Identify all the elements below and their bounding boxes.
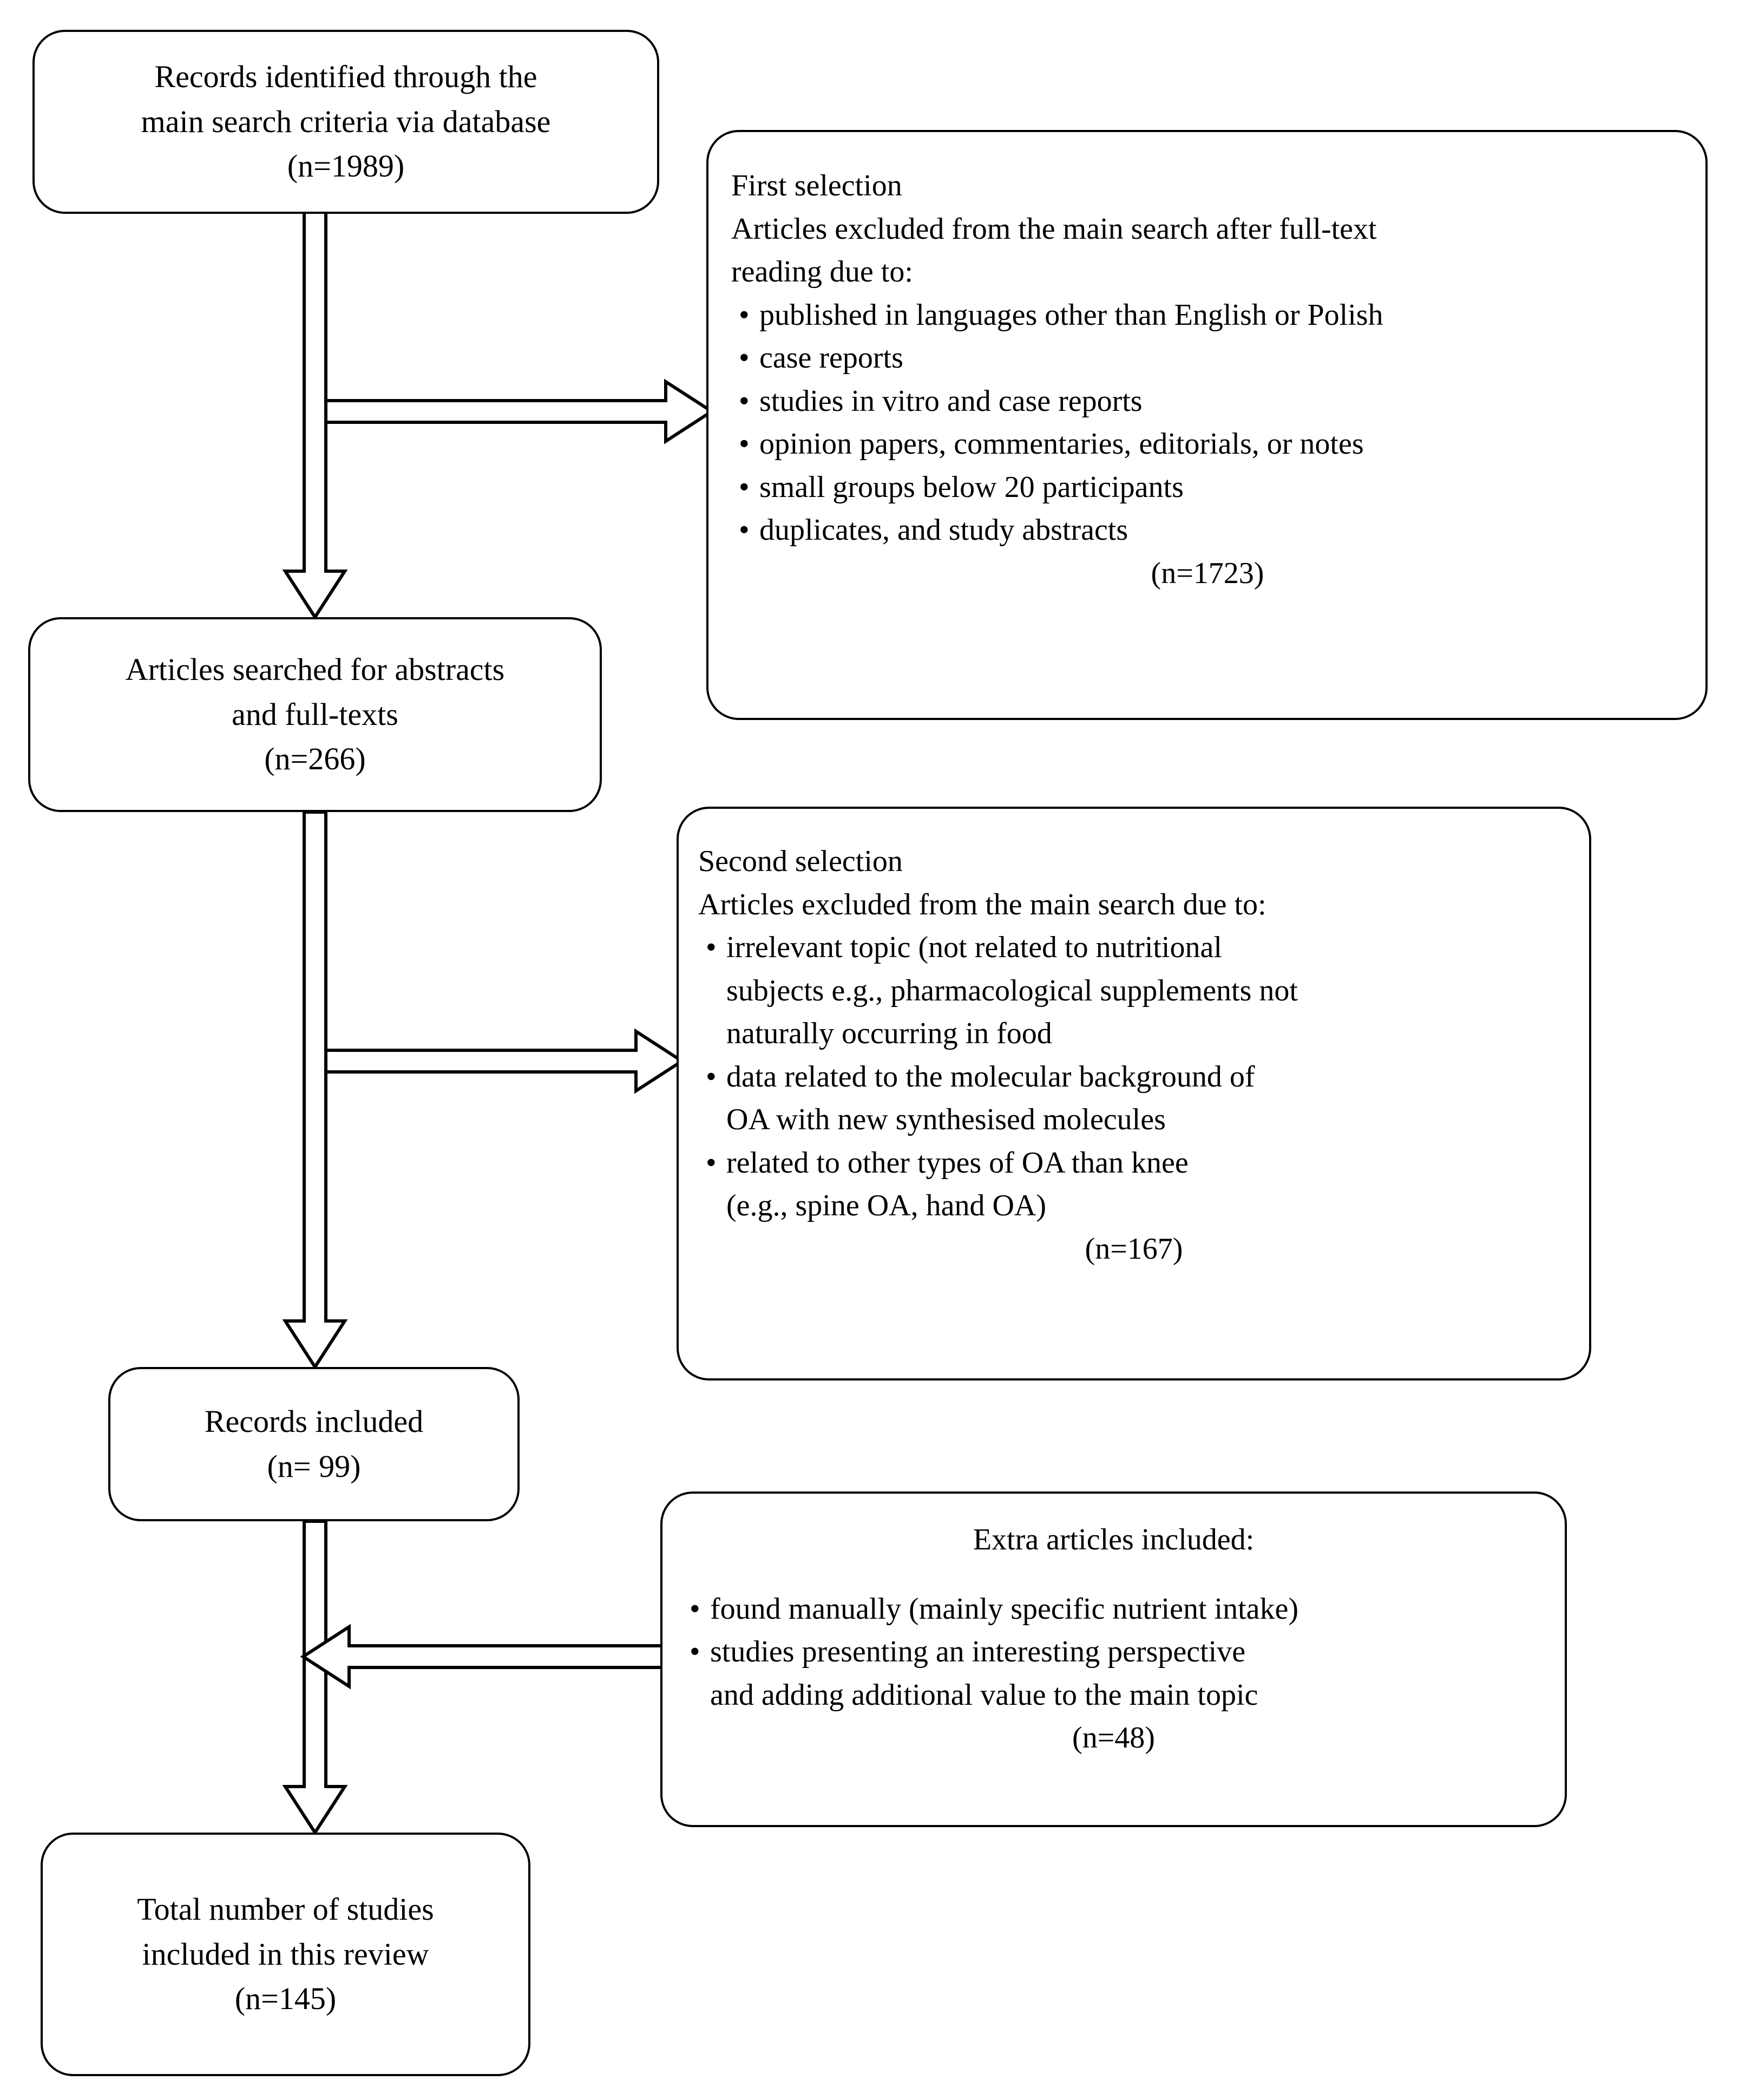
extra-articles-bullet-list (682, 1588, 1545, 1717)
extra-articles-count: (n=48) (1072, 1721, 1155, 1755)
arrow-searched-to-included (285, 812, 345, 1367)
records-identified-count: (n=1989) (287, 148, 405, 184)
total-studies-line-1: Total number of studies (137, 1892, 434, 1927)
node-first-selection (706, 130, 1708, 720)
first-selection-bullet-list (731, 294, 1684, 552)
records-included-count: (n= 99) (267, 1448, 361, 1484)
arrow-included-to-total (285, 1521, 345, 1833)
first-selection-intro-line-2: reading due to: (731, 255, 913, 289)
second-selection-heading: Second selection (698, 845, 903, 878)
list-item: • published in languages other than English or Polish (731, 294, 1684, 337)
extra-articles-heading: Extra articles included: (973, 1523, 1255, 1556)
node-total-studies (41, 1833, 530, 2076)
total-studies-line-2: included in this review (142, 1936, 429, 1972)
node-second-selection (677, 807, 1591, 1381)
articles-searched-line-1: Articles searched for abstracts (125, 652, 505, 688)
list-item: • case reports (731, 337, 1684, 380)
arrow-identified-to-searched (285, 211, 345, 617)
node-records-identified (32, 30, 659, 214)
list-item: • duplicates, and study abstracts (731, 509, 1684, 552)
second-selection-bullet-list (698, 926, 1570, 1228)
records-identified-line-1: Records identified through the (154, 59, 537, 95)
second-selection-intro-line-1: Articles excluded from the main search due to: (698, 887, 1266, 921)
first-selection-intro-line-1: Articles excluded from the main search after full-text (731, 212, 1377, 246)
records-identified-line-2: main search criteria via database (141, 103, 551, 139)
list-item: • small groups below 20 participants (731, 466, 1684, 509)
list-item: • data related to the molecular background of OA with new synthesised molecules (698, 1056, 1570, 1142)
total-studies-count: (n=145) (234, 1981, 337, 2017)
first-selection-heading: First selection (731, 169, 902, 202)
list-item: • studies in vitro and case reports (731, 380, 1684, 423)
second-selection-count: (n=167) (1085, 1232, 1183, 1266)
records-included-label: Records included (204, 1404, 424, 1440)
list-item: • studies presenting an interesting perspective and adding additional value to the main topic (682, 1631, 1545, 1717)
arrow-extra-articles-to-spine (303, 1627, 665, 1686)
arrow-spine-to-second-selection (326, 1031, 682, 1091)
articles-searched-line-2: and full-texts (232, 696, 398, 732)
node-articles-searched (28, 617, 602, 812)
node-extra-articles (660, 1491, 1567, 1827)
list-item: • opinion papers, commentaries, editorials, or notes (731, 423, 1684, 466)
arrow-spine-to-first-selection (326, 382, 712, 441)
list-item: • irrelevant topic (not related to nutritional subjects e.g., pharmacological supplements not naturally occurring in food (698, 926, 1570, 1056)
articles-searched-count: (n=266) (264, 741, 366, 777)
first-selection-count: (n=1723) (1151, 556, 1264, 590)
node-records-included (108, 1367, 520, 1521)
list-item: • related to other types of OA than knee (e.g., spine OA, hand OA) (698, 1142, 1570, 1228)
list-item: • found manually (mainly specific nutrient intake) (682, 1588, 1545, 1631)
